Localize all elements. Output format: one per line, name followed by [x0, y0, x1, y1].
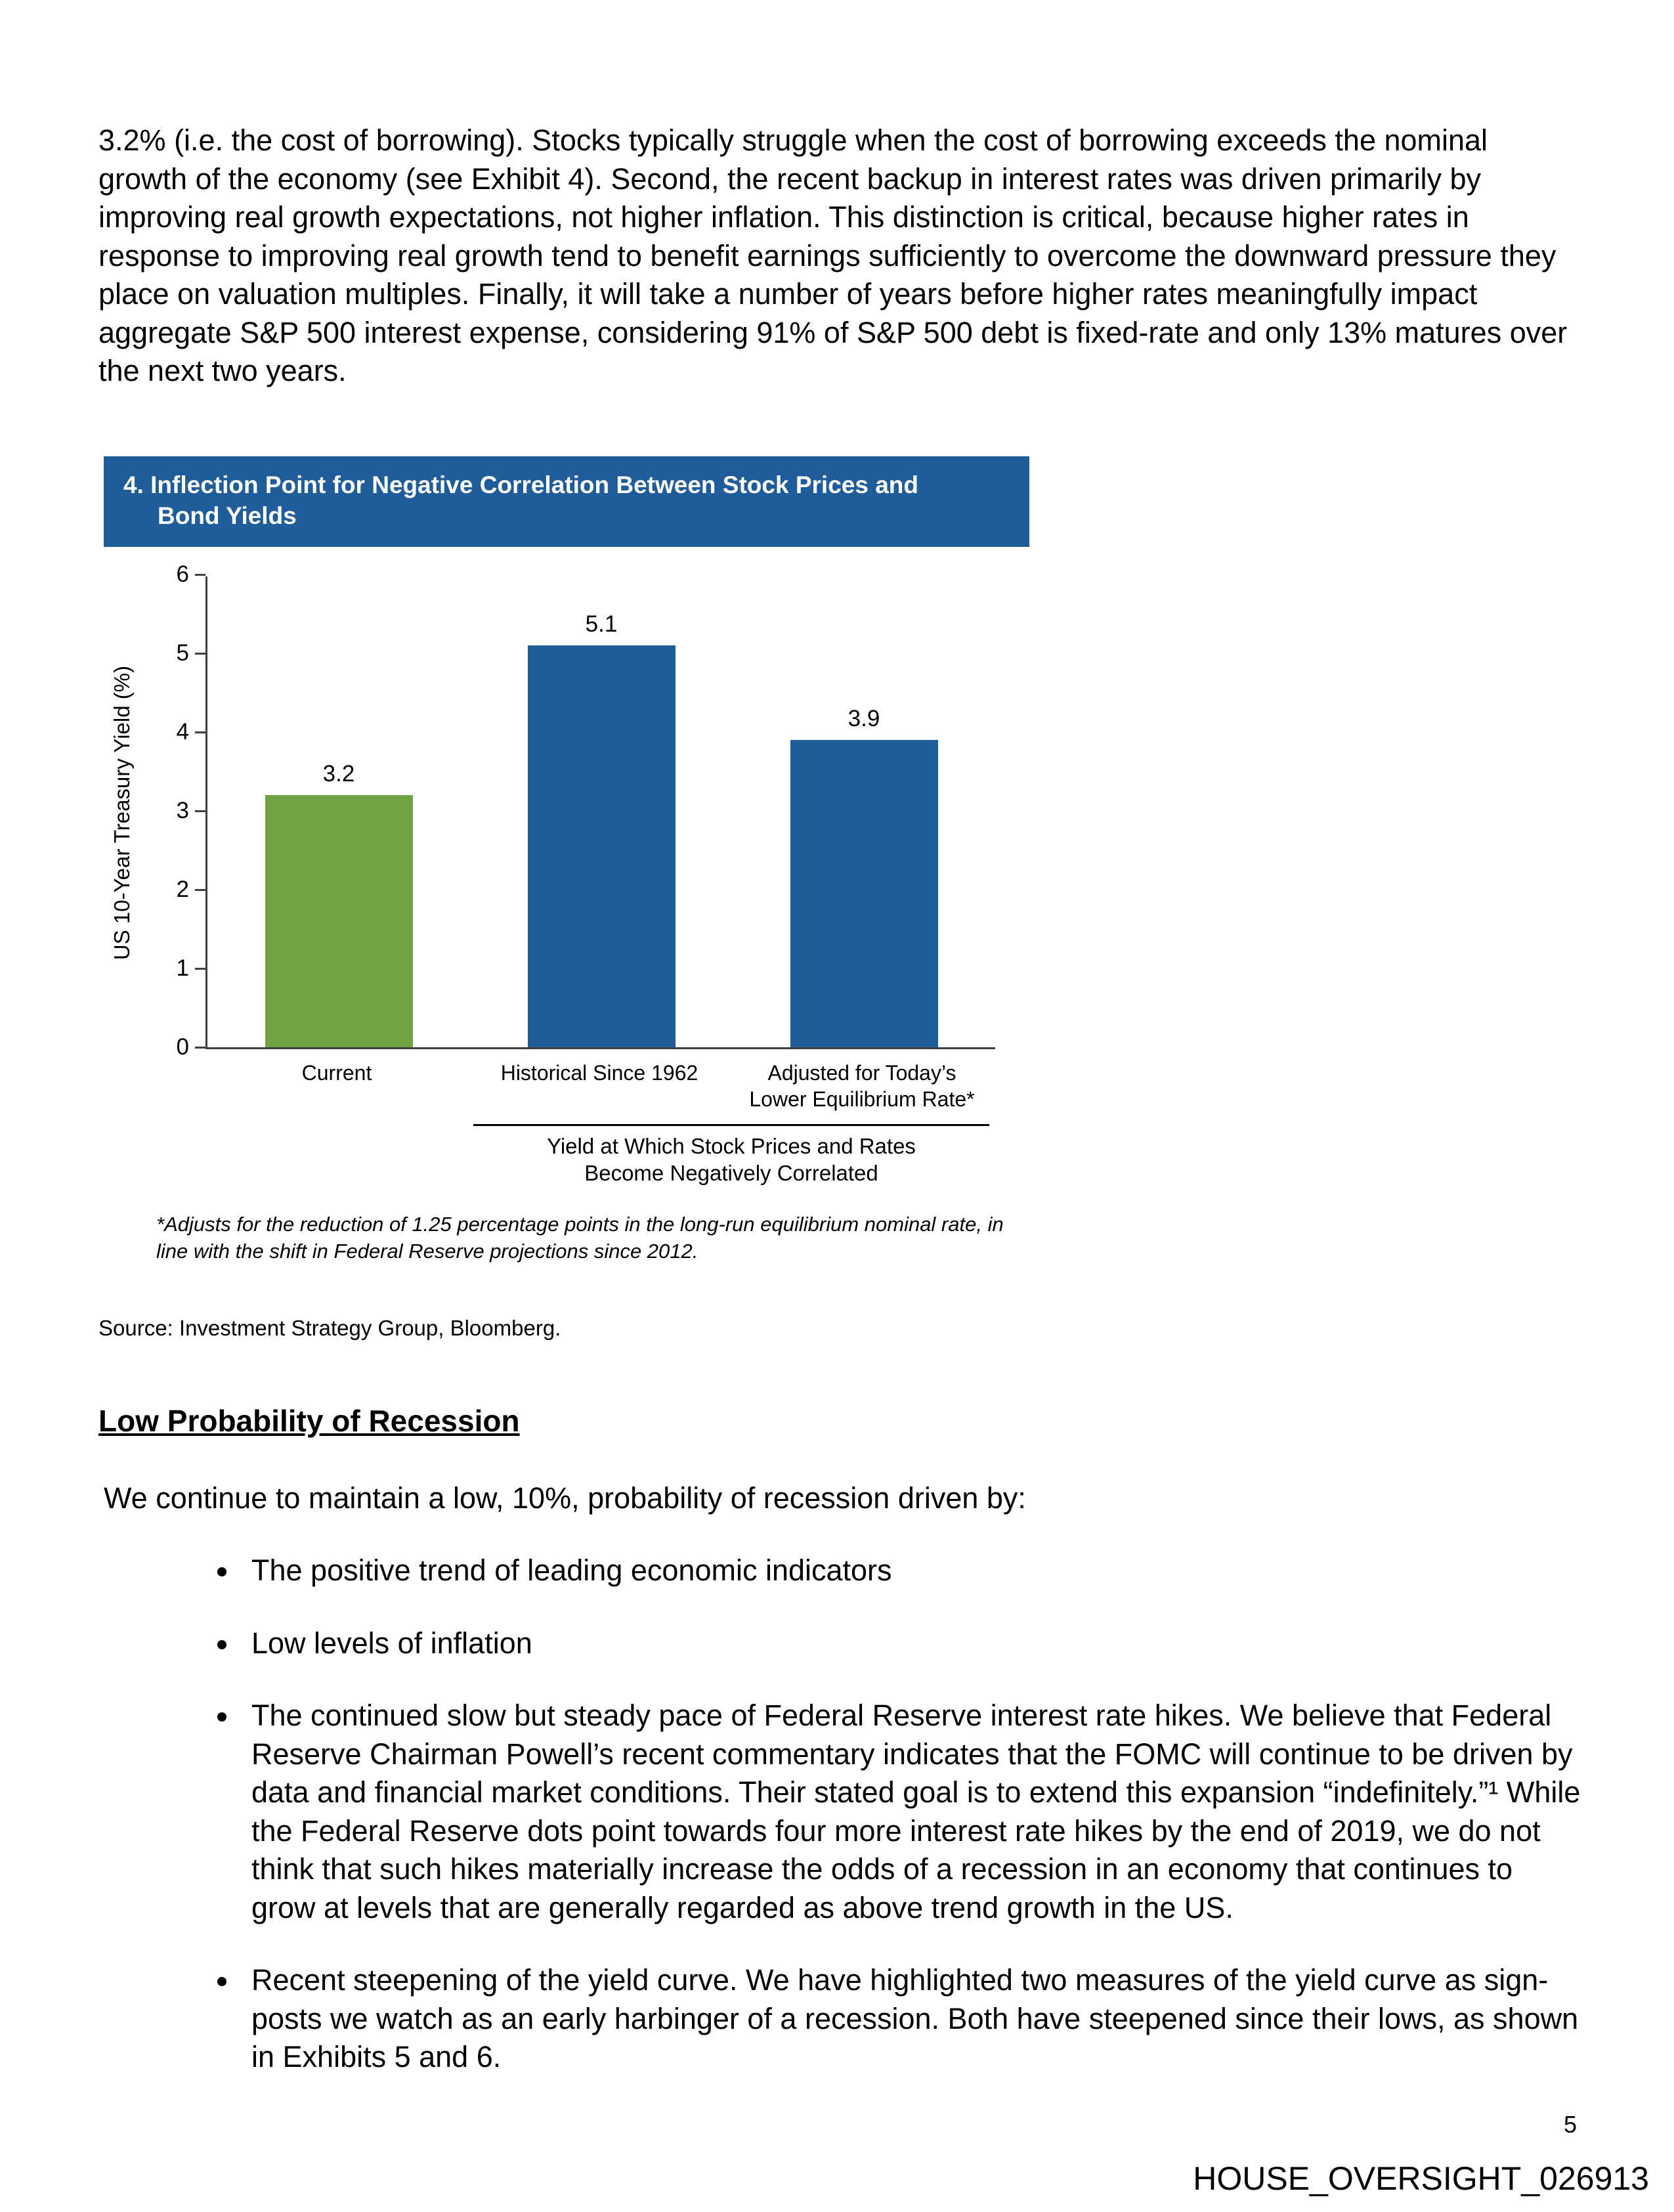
bars-row: [207, 576, 995, 1047]
y-tick-mark: [195, 653, 205, 655]
y-tick-label: 1: [176, 955, 189, 982]
chart-footnote: *Adjusts for the reduction of 1.25 percentage points in the long-run equilibrium nominal rate, in line with the shift in Federal Reserve projections since 2012.: [156, 1213, 1004, 1263]
page-number: 5: [1563, 2110, 1577, 2138]
bar-value-label: 3.2: [322, 761, 355, 787]
y-tick-mark: [195, 889, 205, 891]
bar: [265, 795, 413, 1047]
y-tick-mark: [195, 731, 205, 733]
bullet-item: • The continued slow but steady pace of Federal Reserve interest rate hikes. We believe that Federal Reserve Chairman Powell’s recent commentary indicates that the FOMC will continue to be driven by data and financial market conditions. Their stated goal is to extend this expansion “indefinitely.”¹ While the Federal Reserve dots point towards four more interest rate hikes by the end of 2019, we do not think that such hikes materially increase the odds of a recession in an economy that continues to grow at levels that are generally regarded as above trend growth in the US.: [240, 1697, 1582, 1927]
bullet-item: • Recent steepening of the yield curve. We have highlighted two measures of the yield curve as sign-posts we watch as an early harbinger of a recession. Both have steepened since their lows, as shown in Exhibits 5 and 6.: [240, 1961, 1582, 2077]
chart-plot-row: [104, 561, 1029, 1186]
y-tick-label: 6: [176, 561, 189, 588]
y-axis-title: [104, 576, 140, 1049]
section-heading: Low Probability of Recession: [98, 1403, 520, 1438]
category-label: Historical Since 1962: [500, 1061, 698, 1085]
y-tick-mark: [195, 968, 205, 970]
exhibit-4: [104, 456, 1029, 1265]
y-tick-label: 0: [176, 1034, 189, 1060]
bar-column: [733, 706, 995, 1047]
axis-group-bracket: [473, 1124, 989, 1186]
bullet-list: [0, 1551, 1582, 2077]
y-tick-mark: [195, 574, 205, 576]
bar-column: [470, 611, 733, 1047]
y-tick-label: 4: [176, 719, 189, 745]
axis-group-label: Yield at Which Stock Prices and Rates Become Negatively Correlated: [547, 1134, 916, 1186]
bates-stamp: HOUSE_OVERSIGHT_026913: [1193, 2160, 1649, 2197]
chart-title-bar: [104, 456, 1029, 548]
intro-paragraph: 3.2% (i.e. the cost of borrowing). Stocks typically struggle when the cost of borrowing exceeds the nominal growth of the economy (see Exhibit 4). Second, the recent backup in interest rates was driven primarily by improving real growth expectations, not higher inflation. This distinction is critical, because higher rates in response to improving real growth tend to benefit earnings sufficiently to overcome the downward pressure they place on valuation multiples. Finally, it will take a number of years before higher rates meaningfully impact aggregate S&P 500 interest expense, considering 91% of S&P 500 debt is fixed-rate and only 13% matures over the next two years.: [98, 123, 1568, 387]
bullet-item: • The positive trend of leading economic indicators: [240, 1551, 1582, 1590]
y-tick-label: 2: [176, 877, 189, 903]
bar: [528, 645, 676, 1047]
plot-column: [176, 561, 997, 1186]
category-label: Adjusted for Today’s Lower Equilibrium Rate*: [749, 1061, 975, 1112]
y-tick-mark: [195, 810, 205, 812]
bar-column: [207, 761, 470, 1047]
bar: [790, 740, 938, 1047]
bar-value-label: 3.9: [848, 706, 880, 732]
category-labels: [205, 1060, 995, 1112]
category-label: Current: [301, 1061, 372, 1085]
bullet-item: • Low levels of inflation: [240, 1624, 1582, 1663]
recession-intro: We continue to maintain a low, 10%, probability of recession driven by:: [104, 1481, 1026, 1515]
y-tick-mark: [195, 1047, 205, 1049]
y-tick-label: 5: [176, 640, 189, 666]
bar-value-label: 5.1: [585, 611, 618, 638]
y-tick-label: 3: [176, 798, 189, 824]
source-line: Source: Investment Strategy Group, Bloomberg.: [98, 1315, 561, 1340]
y-axis-title-text: US 10-Year Treasury Yield (%): [109, 666, 134, 961]
chart-title: 4. Inflection Point for Negative Correlation Between Stock Prices and Bond Yields: [123, 471, 918, 529]
plot-area: [176, 561, 995, 1060]
